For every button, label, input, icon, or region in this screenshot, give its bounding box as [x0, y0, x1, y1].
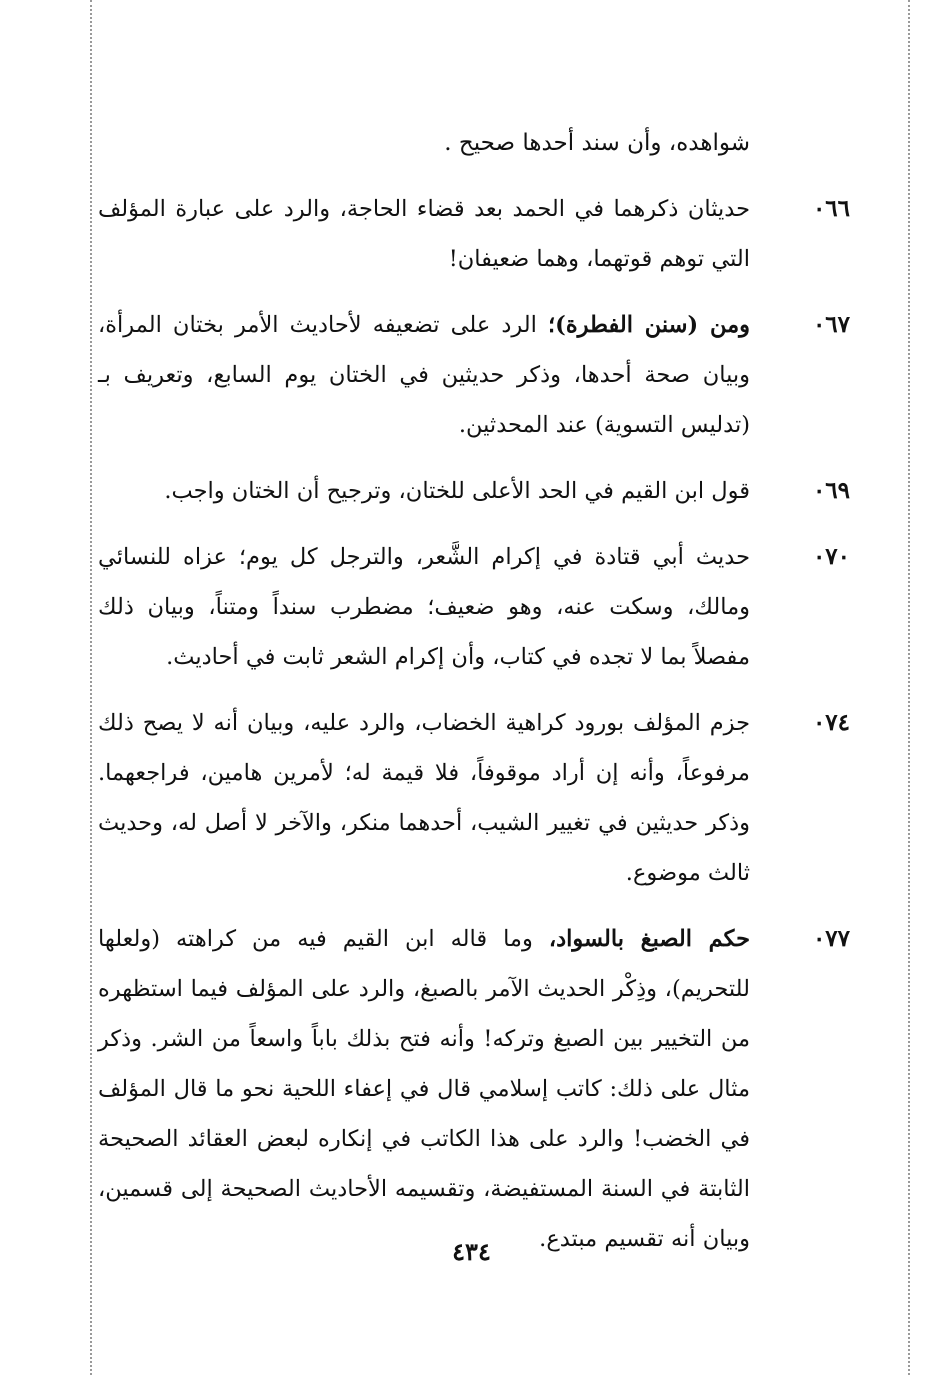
page-body [98, 118, 850, 1264]
entry-text [98, 184, 750, 284]
entry-lead: حكم الصبغ بالسواد، [548, 926, 750, 952]
scan-edge-right [908, 0, 910, 1375]
entry-body: وما قاله ابن القيم فيه من كراهته (ولعلها للتحريم)، وذِكْر الحديث الآمر بالصبغ، والرد على المؤلف فيما استظهره من التخيير بين الصبغ وتركه! وأنه فتح بذلك باباً واسعاً من الشر. وذكر مثال على ذلك: كاتب إسلامي قال في إعفاء اللحية نحو ما قال المؤلف في الخضب! والرد على هذا الكاتب في إنكاره لبعض العقائد الصحيحة الثابتة في السنة المستفيضة، وتقسيمه الأحاديث الصحيحة إلى قسمين، وبيان أنه تقسيم مبتدع. [98, 926, 750, 1252]
page-number: ٤٣٤ [452, 1237, 491, 1266]
entry-text [98, 532, 750, 682]
entry-070 [98, 532, 850, 682]
entry-number: ٠٧٠ [812, 543, 850, 570]
entry-number: ٠٦٩ [812, 477, 850, 504]
entry-number: ٠٧٧ [812, 925, 850, 952]
entry-body: حديثان ذكرهما في الحمد بعد قضاء الحاجة، والرد على عبارة المؤلف التي توهم قوتهما، وهما ضعيفان! [98, 196, 750, 272]
entry-text [98, 914, 750, 1264]
scan-edge-left [90, 0, 92, 1375]
entry-text [98, 466, 750, 516]
entry-body: الرد على تضعيفه لأحاديث الأمر بختان المرأة، وبيان صحة أحدها، وذكر حديثين في الختان يوم السابع، وتعريف بـ (تدليس التسوية) عند المحدثين. [98, 312, 750, 438]
entry-077 [98, 914, 850, 1264]
entry-body: قول ابن القيم في الحد الأعلى للختان، وترجيح أن الختان واجب. [164, 478, 750, 504]
entry-body: جزم المؤلف بورود كراهية الخضاب، والرد عليه، وبيان أنه لا يصح ذلك مرفوعاً، وأنه إن أراد موقوفاً، فلا قيمة له؛ لأمرين هامين، فراجعهما. وذكر حديثين في تغيير الشيب، أحدهما منكر، والآخر لا أصل له، وحديث ثالث موضوع. [98, 710, 750, 886]
intro-line: شواهده، وأن سند أحدها صحيح . [444, 130, 750, 156]
entry-text [98, 300, 750, 450]
entry-066 [98, 184, 850, 284]
entry-number: ٠٦٦ [812, 195, 850, 222]
entry-text [98, 698, 750, 898]
entry-074 [98, 698, 850, 898]
entry-lead: ومن (سنن الفطرة)؛ [548, 312, 750, 338]
entry-067 [98, 300, 850, 450]
entry-body: حديث أبي قتادة في إكرام الشَّعر، والترجل كل يوم؛ عزاه للنسائي ومالك، وسكت عنه، وهو ضعيف؛ مضطرب سنداً ومتناً، وبيان ذلك مفصلاً بما لا تجده في كتاب، وأن إكرام الشعر ثابت في أحاديث. [98, 544, 750, 670]
entry-number: ٠٦٧ [812, 311, 850, 338]
entry-number: ٠٧٤ [812, 709, 850, 736]
entry-069 [98, 466, 850, 516]
